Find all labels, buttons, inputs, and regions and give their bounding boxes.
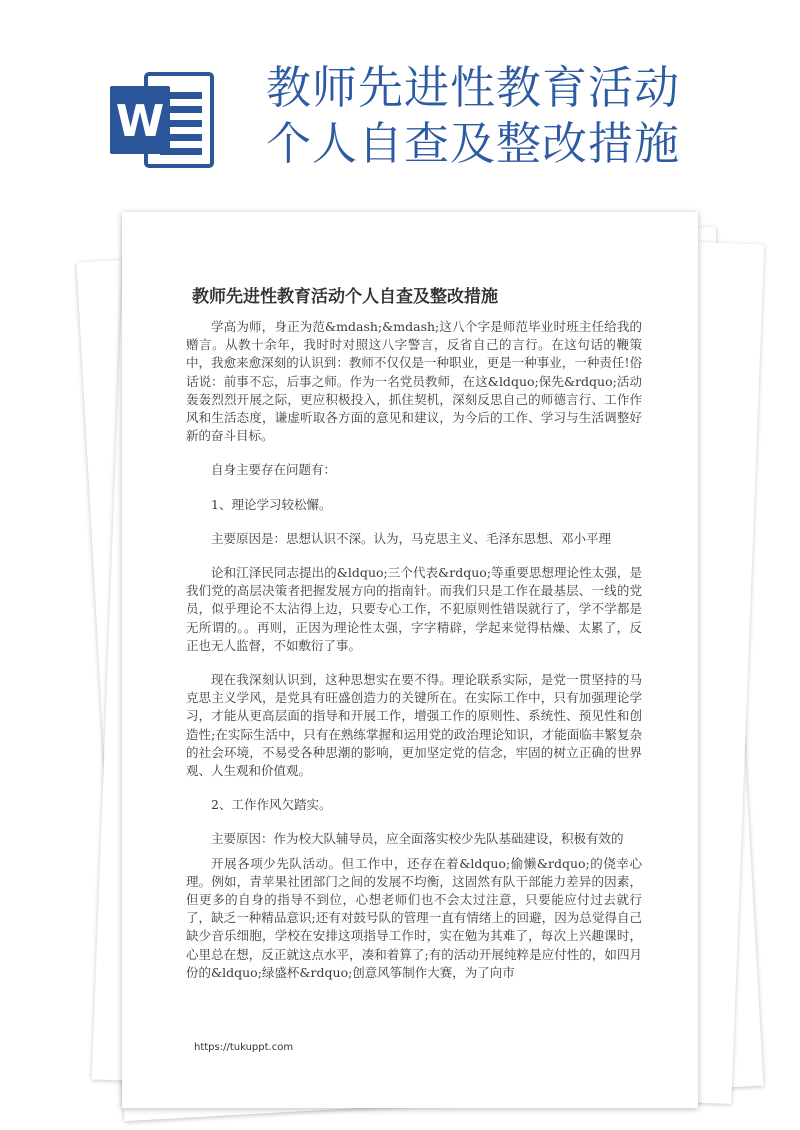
footer-url: https://tukuppt.com [194,1042,294,1053]
paragraph-problem-1: 1、理论学习较松懈。 [211,496,332,512]
paragraph-reason-1-detail: 论和江泽民同志提出的&ldquo;三个代表&rdquo;等重要思想理论性太强，是我们党的高层决策者把握发展方向的指南针。而我们只是工作在最基层、一线的党员，似乎理论不太沾得上边，只要专心工作，不犯原则性错误就行了，学不学都是无所谓的。。再则，正因为理论性太强，字字精辟，学起来觉得枯燥、太累了，反正也无人监督，不如敷衍了事。 [186,565,642,653]
paragraph-reason-2-detail: 开展各项少先队活动。但工作中，还存在着&ldquo;偷懒&rdquo;的侥幸心理。例如，青苹果社团部门之间的发展不均衡，这固然有队干部能力差异的因素，但更多的自身的指导不到位，心想老师们也不会太过注意，只要能应付过去就行了，缺乏一种精品意识;还有对鼓号队的管理一直有情绪上的回避，因为总觉得自己缺少音乐细胞，学校在安排这项指导工作时，实在勉为其难了，每次上兴趣课时，心里总在想，反正就这点水平，凑和着算了;有的活动开展纯粹是应付性的，如四月份的&ldquo;绿盛杯&rdquo;创意风筝制作大赛，为了向市 [186,855,642,980]
paragraph-problem-2: 2、工作作风欠踏实。 [211,797,332,813]
document-body [186,318,642,998]
word-logo-letter: W [115,96,165,147]
document-page [122,212,698,1108]
paragraph-reason-2: 主要原因：作为校大队辅导员，应全面落实校少先队基础建设，积极有效的 [211,831,624,847]
paragraph-reflection: 现在我深刻认识到，这种思想实在要不得。理论联系实际，是党一贯坚持的马克思主义学风，是党具有旺盛创造力的关键所在。在实际工作中，只有加强理论学习，才能从更高层面的指导和开展工作，增强工作的原则性、系统性、预见性和创造性;在实际生活中，只有在熟练掌握和运用党的政治理论知识，才能面临丰繁复杂的社会环境，不易受各种思潮的影响，更加坚定党的信念，牢固的树立正确的世界观、人生观和价值观。 [186,672,642,779]
paragraph-reason-1: 主要原因是：思想认识不深。认为，马克思主义、毛泽东思想、邓小平理 [211,530,612,546]
paragraph-intro: 学高为师，身正为范&mdash;&mdash;这八个字是师范毕业时班主任给我的赠言。从教十余年，我时时对照这八字警言，反省自己的言行。在这句话的鞭策中，我愈来愈深刻的认识到：教师不仅仅是一种职业，更是一种事业，一种责任!俗话说：前事不忘，后事之师。作为一名党员教师，在这&ldquo;保先&rdquo;活动轰轰烈烈开展之际，更应积极投入，抓住契机，深刻反思自己的师德言行、工作作风和生活态度，谦虚听取各方面的意见和建议，为今后的工作、学习与生活调整好新的奋斗目标。 [186,319,642,444]
document-title: 教师先进性教育活动个人自查及整改措施 [192,287,498,307]
page-title: 教师先进性教育活动个人自查及整改措施 [266,61,681,170]
word-document-icon [108,68,216,172]
paragraph-problems-heading: 自身主要存在问题有： [211,462,337,478]
